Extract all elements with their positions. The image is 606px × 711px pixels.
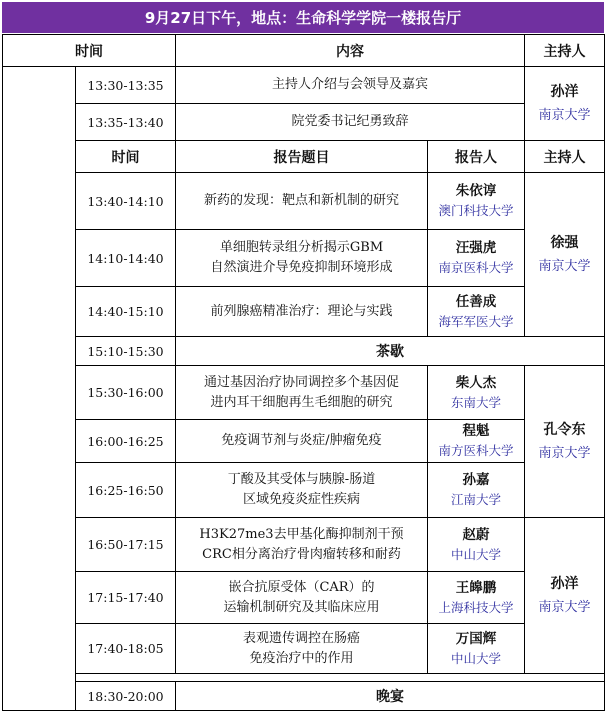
time-cell: 16:50-17:15	[76, 518, 176, 572]
time-cell: 16:25-16:50	[76, 463, 176, 518]
header-time: 时间	[76, 141, 176, 173]
host-name: 孔令东	[543, 421, 586, 438]
talk-title-line: 丁酸及其受体与胰腺-肠道	[227, 472, 376, 487]
break-label: 晚宴	[176, 682, 605, 711]
speaker-institution: 海军军医大学	[438, 313, 514, 329]
talk-title	[176, 463, 428, 518]
speaker-cell	[428, 572, 525, 624]
header-row-talks	[3, 141, 605, 173]
speaker-name: 孙嘉	[462, 472, 490, 488]
speaker-name: 朱依谆	[455, 183, 497, 199]
header-host: 主持人	[525, 35, 605, 67]
speaker-cell	[428, 420, 525, 463]
left-spacer	[3, 67, 76, 711]
talk-title-line: 表观遗传调控在肠癌	[242, 630, 360, 646]
talk-title	[176, 572, 428, 624]
speaker-institution: 东南大学	[450, 394, 501, 410]
talk-row	[3, 366, 605, 420]
talk-row	[3, 463, 605, 518]
speaker-name: 万国辉	[455, 630, 497, 647]
host-institution: 南京大学	[538, 107, 591, 123]
time-cell: 14:10-14:40	[76, 230, 176, 287]
speaker-name: 王皞鹏	[455, 579, 497, 596]
talk-row	[3, 287, 605, 337]
talk-title-line: 通过基因治疗协同调控多个基因促	[203, 374, 399, 390]
schedule-banner: 9月27日下午，地点：生命科学学院一楼报告厅	[2, 2, 604, 33]
opening-row	[3, 104, 605, 141]
break-row	[3, 337, 605, 366]
talk-row	[3, 230, 605, 287]
time-cell: 13:35-13:40	[76, 104, 176, 141]
time-cell: 15:10-15:30	[76, 337, 176, 366]
host-institution: 南京大学	[538, 599, 591, 615]
talk-row	[3, 420, 605, 463]
time-cell: 18:30-20:00	[76, 682, 176, 711]
host-institution: 南京大学	[538, 258, 591, 274]
speaker-name: 程魁	[462, 423, 490, 439]
host-cell	[525, 518, 605, 674]
opening-content: 院党委书记纪勇致辞	[176, 104, 525, 141]
speaker-name: 柴人杰	[455, 374, 497, 391]
talk-title	[176, 420, 428, 463]
time-cell: 16:00-16:25	[76, 420, 176, 463]
opening-host-cell	[525, 67, 605, 141]
header-time: 时间	[3, 35, 176, 67]
talk-title-line: 运输机制研究及其临床应用	[223, 599, 380, 615]
speaker-institution: 南京医科大学	[438, 260, 514, 275]
talk-title-line: 新药的发现：靶点和新机制的研究	[203, 193, 399, 208]
opening-row	[3, 67, 605, 104]
speaker-institution: 中山大学	[450, 546, 501, 562]
spacer-cell	[76, 674, 605, 682]
talk-title	[176, 366, 428, 420]
host-name: 孙洋	[550, 575, 579, 592]
talk-title-line: 免疫调节剂与炎症/肿瘤免疫	[221, 433, 382, 448]
talk-title	[176, 287, 428, 337]
speaker-institution: 中山大学	[450, 650, 501, 666]
speaker-institution: 澳门科技大学	[438, 203, 514, 218]
speaker-institution: 南方医科大学	[438, 443, 514, 458]
speaker-name: 赵蔚	[462, 526, 490, 543]
time-cell: 13:40-14:10	[76, 173, 176, 230]
header-host: 主持人	[525, 141, 605, 173]
header-title: 报告题目	[176, 141, 428, 173]
talk-title-line: 区域免疫炎症性疾病	[242, 492, 360, 507]
host-institution: 南京大学	[538, 445, 591, 461]
opening-content: 主持人介绍与会领导及嘉宾	[176, 67, 525, 104]
time-cell: 13:30-13:35	[76, 67, 176, 104]
break-row	[3, 682, 605, 711]
speaker-cell	[428, 366, 525, 420]
talk-title-line: 进内耳干细胞再生毛细胞的研究	[210, 394, 393, 410]
talk-title-line: 免疫治疗中的作用	[249, 650, 354, 666]
talk-title-line: 自然演进介导免疫抑制环境形成	[210, 260, 393, 275]
talk-title-line: 嵌合抗原受体（CAR）的	[228, 579, 375, 595]
time-cell: 15:30-16:00	[76, 366, 176, 420]
talk-title	[176, 230, 428, 287]
speaker-cell	[428, 518, 525, 572]
host-cell	[525, 173, 605, 337]
spacer-row	[3, 674, 605, 682]
speaker-cell	[428, 463, 525, 518]
time-cell: 14:40-15:10	[76, 287, 176, 337]
talk-title-line: CRC相分离治疗骨肉瘤转移和耐药	[202, 546, 401, 562]
header-row-main	[3, 35, 605, 67]
time-cell: 17:40-18:05	[76, 624, 176, 674]
header-speaker: 报告人	[428, 141, 525, 173]
talk-row	[3, 173, 605, 230]
talk-row	[3, 518, 605, 572]
header-content: 内容	[176, 35, 525, 67]
speaker-cell	[428, 173, 525, 230]
break-label: 茶歇	[176, 337, 605, 366]
talk-row	[3, 624, 605, 674]
speaker-institution: 江南大学	[450, 492, 501, 507]
talk-title-line: 单细胞转录组分析揭示GBM	[219, 240, 384, 255]
speaker-name: 任善成	[455, 293, 497, 310]
talk-title-line: H3K27me3去甲基化酶抑制剂干预	[199, 526, 404, 542]
speaker-cell	[428, 624, 525, 674]
speaker-cell	[428, 230, 525, 287]
talk-title	[176, 518, 428, 572]
time-cell: 17:15-17:40	[76, 572, 176, 624]
host-cell	[525, 366, 605, 518]
talk-title	[176, 624, 428, 674]
speaker-cell	[428, 287, 525, 337]
talk-title	[176, 173, 428, 230]
speaker-name: 汪强虎	[455, 240, 497, 256]
talk-title-line: 前列腺癌精准治疗：理论与实践	[210, 303, 393, 319]
host-name: 孙洋	[550, 83, 579, 100]
talk-row	[3, 572, 605, 624]
schedule-table	[2, 34, 605, 711]
speaker-institution: 上海科技大学	[438, 599, 514, 615]
host-name: 徐强	[550, 234, 579, 251]
